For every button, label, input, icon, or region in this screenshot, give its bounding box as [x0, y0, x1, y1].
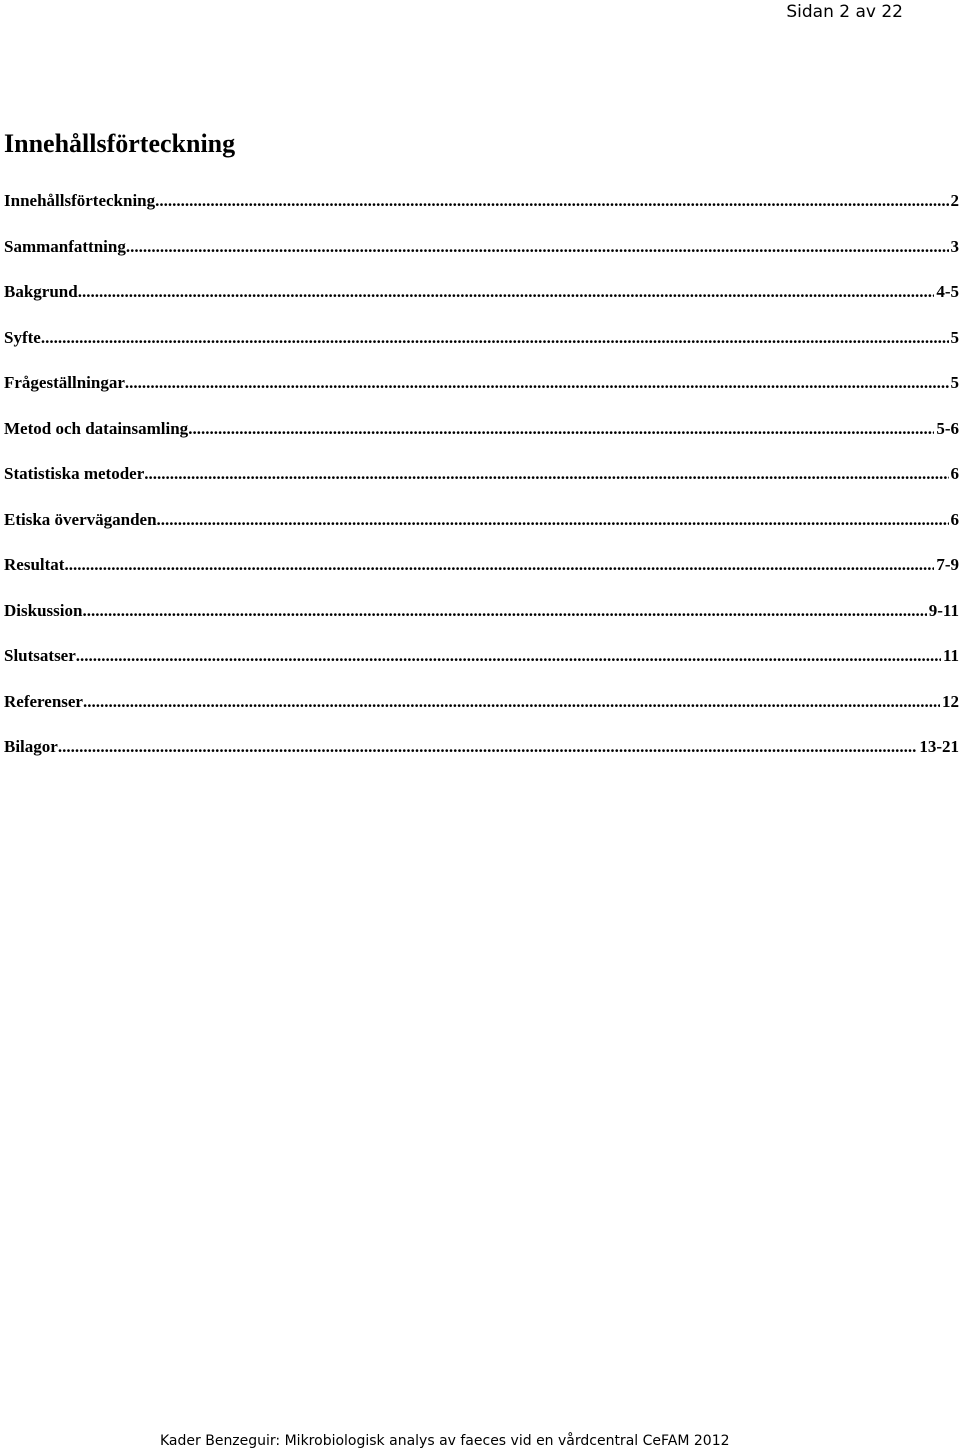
toc-entry-page: 6 [950, 464, 959, 483]
toc-dot-leader [188, 417, 934, 441]
toc-entry-page: 11 [942, 646, 959, 665]
toc-entry-innehallsforteckning[interactable] [4, 189, 959, 235]
toc-entry-title: Sammanfattning [4, 236, 126, 256]
toc-entry-title: Innehållsförteckning [4, 191, 156, 210]
toc-entry-title: Syfte [4, 327, 41, 347]
toc-entry-page: 13-21 [919, 737, 959, 756]
toc-entry-title: Diskussion [4, 600, 83, 620]
toc-dot-leader [155, 189, 948, 213]
toc-dot-leader [58, 735, 917, 759]
toc-entry-resultat[interactable] [4, 553, 959, 599]
toc-entry-page: 12 [942, 691, 959, 711]
toc-entry-title: Referenser [4, 691, 83, 711]
toc-dot-leader [64, 553, 934, 577]
toc-entry-statistiska-metoder[interactable] [4, 462, 959, 508]
toc-entry-syfte[interactable] [4, 326, 959, 372]
toc-dot-leader [83, 690, 940, 714]
toc-entry-etiska-overvaganden[interactable] [4, 508, 959, 554]
toc-entry-page: 9-11 [928, 600, 959, 620]
toc-heading: Innehållsförteckning [4, 129, 236, 158]
toc-entry-page: 5 [950, 327, 959, 347]
toc-dot-leader [126, 235, 949, 259]
toc-entry-page: 2 [950, 191, 959, 210]
toc-dot-leader [82, 599, 926, 623]
toc-entry-slutsatser[interactable] [4, 644, 959, 690]
toc-entry-referenser[interactable] [4, 690, 959, 736]
toc-entry-title: Bakgrund [4, 282, 78, 301]
toc-entry-page: 3 [950, 236, 959, 256]
toc-entry-diskussion[interactable] [4, 599, 959, 645]
toc-entry-title: Statistiska metoder [4, 464, 145, 483]
page-footer: Kader Benzeguir: Mikrobiologisk analys av faeces vid en vårdcentral CeFAM 2012 [160, 1433, 730, 1449]
toc-entry-fragestallningar[interactable] [4, 371, 959, 417]
toc-entry-sammanfattning[interactable] [4, 235, 959, 281]
toc-entry-title: Metod och datainsamling [4, 418, 189, 438]
toc-entry-title: Bilagor [4, 737, 58, 756]
toc-list [4, 189, 959, 781]
toc-entry-title: Slutsatser [4, 646, 76, 665]
toc-entry-title: Frågeställningar [4, 373, 125, 392]
toc-entry-page: 4-5 [936, 282, 959, 301]
toc-dot-leader [41, 326, 949, 350]
toc-entry-page: 7-9 [936, 555, 959, 574]
toc-entry-title: Etiska överväganden [4, 509, 157, 529]
toc-dot-leader [157, 508, 949, 532]
toc-dot-leader [76, 644, 941, 668]
page-number: Sidan 2 av 22 [786, 2, 903, 22]
toc-entry-metod-och-datainsamling[interactable] [4, 417, 959, 463]
toc-dot-leader [144, 462, 948, 486]
toc-entry-page: 6 [950, 509, 959, 529]
toc-entry-page: 5-6 [936, 418, 959, 438]
toc-dot-leader [78, 280, 935, 304]
toc-entry-bakgrund[interactable] [4, 280, 959, 326]
toc-dot-leader [125, 371, 949, 395]
toc-entry-bilagor[interactable] [4, 735, 959, 781]
toc-entry-title: Resultat [4, 555, 65, 574]
toc-entry-page: 5 [950, 373, 959, 392]
